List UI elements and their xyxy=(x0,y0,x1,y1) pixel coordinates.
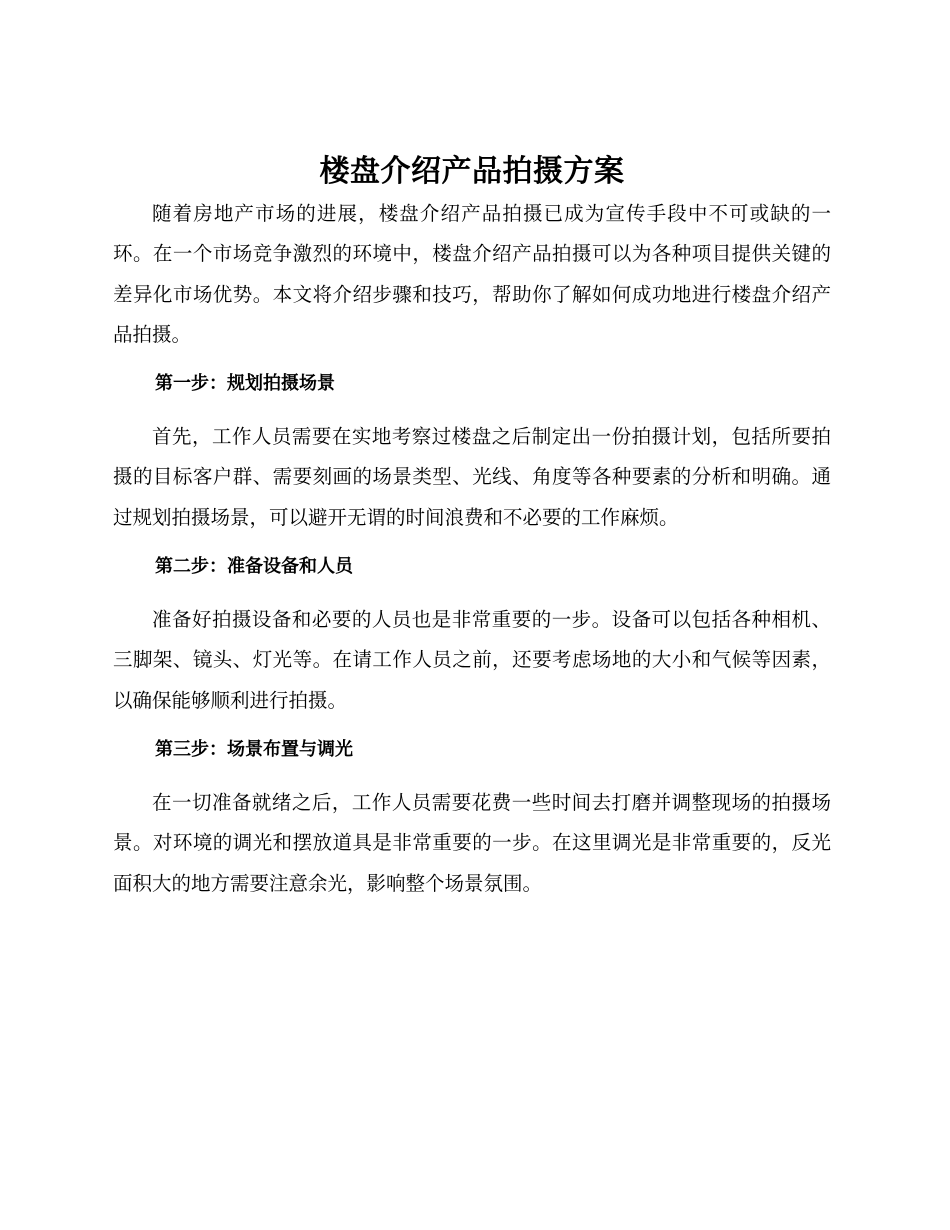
section-body-step-1: 首先，工作人员需要在实地考察过楼盘之后制定出一份拍摄计划，包括所要拍摄的目标客户群、需要刻画的场景类型、光线、角度等各种要素的分析和明确。通过规划拍摄场景，可以避开无谓的时间浪费和不必要的工作麻烦。 xyxy=(113,425,831,529)
spacer xyxy=(113,355,831,371)
section-heading-step-3: 第三步：场景布置与调光 xyxy=(155,738,353,760)
document-page xyxy=(113,150,831,904)
section-body-step-2: 准备好拍摄设备和必要的人员也是非常重要的一步。设备可以包括各种相机、三脚架、镜头、灯光等。在请工作人员之前，还要考虑场地的大小和气候等因素，以确保能够顺利进行拍摄。 xyxy=(113,608,831,712)
spacer xyxy=(113,538,831,554)
spacer xyxy=(113,721,831,737)
section-heading-step-2: 第二步：准备设备和人员 xyxy=(155,556,353,578)
section-heading-step-1: 第一步：规划拍摄场景 xyxy=(155,373,335,395)
spacer xyxy=(113,763,831,783)
spacer xyxy=(113,397,831,417)
document-title: 楼盘介绍产品拍摄方案 xyxy=(319,154,625,189)
section-body-step-3: 在一切准备就绪之后，工作人员需要花费一些时间去打磨并调整现场的拍摄场景。对环境的调光和摆放道具是非常重要的一步。在这里调光是非常重要的，反光面积大的地方需要注意余光，影响整个场景氛围。 xyxy=(113,790,831,895)
spacer xyxy=(113,580,831,600)
intro-paragraph: 随着房地产市场的进展，楼盘介绍产品拍摄已成为宣传手段中不可或缺的一环。在一个市场竞争激烈的环境中，楼盘介绍产品拍摄可以为各种项目提供关键的差异化市场优势。本文将介绍步骤和技巧，帮助你了解如何成功地进行楼盘介绍产品拍摄。 xyxy=(113,202,831,346)
